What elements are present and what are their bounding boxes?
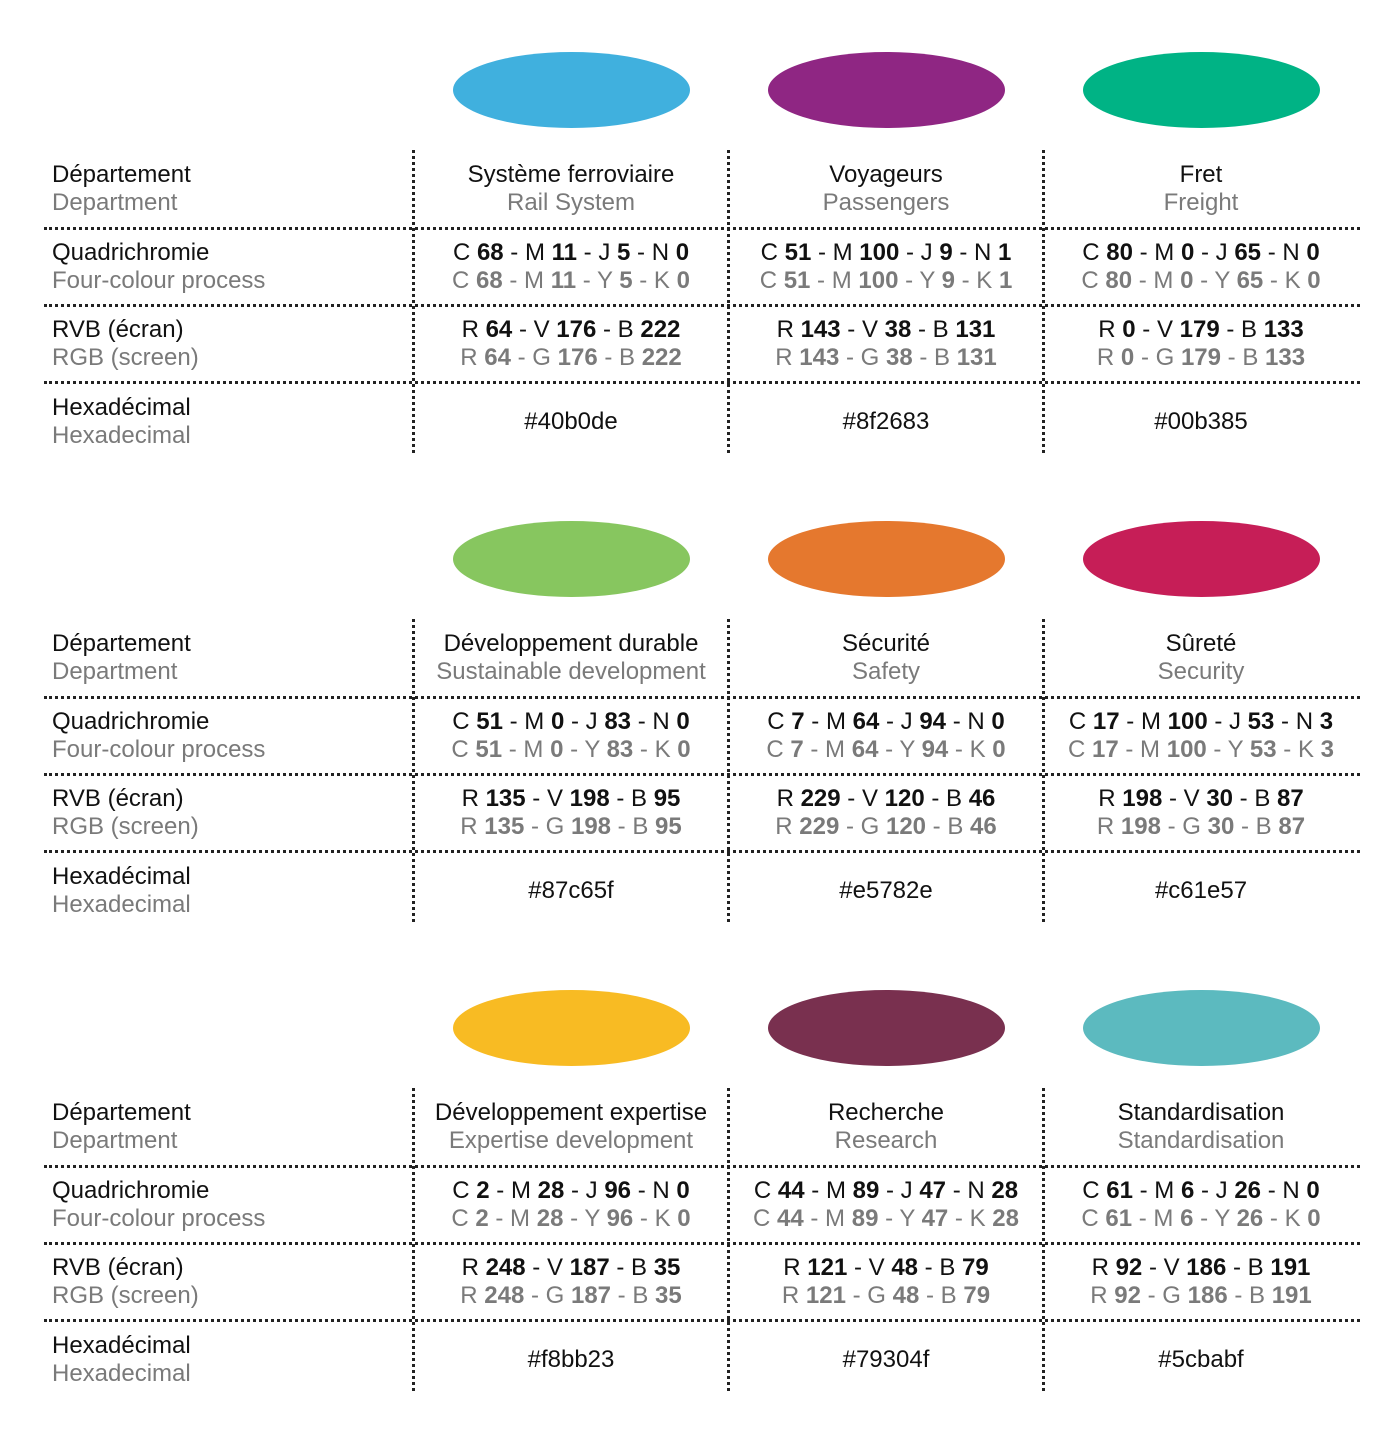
department-name-fr: Standardisation	[1117, 1099, 1285, 1126]
rgb-r-value: 229	[800, 785, 841, 812]
rgb-g-value: 120	[885, 813, 927, 840]
column-divider	[412, 619, 415, 922]
rgb-label	[52, 1254, 402, 1310]
color-swatch	[1083, 52, 1320, 128]
cmyk-label-en: Four-colour process	[52, 267, 266, 294]
color-swatch	[453, 990, 690, 1066]
cmyk-values-en: C 2 - M 28 - Y 96 - K 0	[451, 1205, 691, 1232]
cmyk-k-value: 0	[676, 1177, 690, 1204]
cmyk-values-en: C 7 - M 64 - Y 94 - K 0	[766, 736, 1006, 763]
rgb-values-en: R 248 - G 187 - B 35	[460, 1282, 682, 1309]
cmyk-m-value: 0	[550, 708, 565, 735]
cmyk-c-value: 68	[476, 267, 503, 294]
cmyk-m-value: 100	[1167, 708, 1208, 735]
cmyk-values-en: C 17 - M 100 - Y 53 - K 3	[1068, 736, 1334, 763]
cmyk-values-fr: C 68 - M 11 - J 5 - N 0	[452, 239, 690, 266]
column-divider	[1042, 150, 1045, 453]
department-label-en: Department	[52, 189, 178, 216]
rgb-b-value: 87	[1278, 813, 1306, 840]
rgb-r-value: 92	[1115, 1254, 1143, 1281]
column-divider	[727, 1088, 730, 1391]
color-swatch	[1083, 521, 1320, 597]
cmyk-y-value: 94	[921, 736, 949, 763]
cmyk-values-en: C 61 - M 6 - Y 26 - K 0	[1081, 1205, 1321, 1232]
department-label-en: Department	[52, 1127, 178, 1154]
rgb-b-value: 46	[968, 785, 996, 812]
column-divider	[727, 150, 730, 453]
rgb-values-fr: R 121 - V 48 - B 79	[783, 1254, 989, 1281]
rgb-g-value: 176	[557, 344, 598, 371]
row-divider	[44, 227, 1360, 230]
cmyk-y-value: 83	[604, 708, 632, 735]
row-divider	[44, 381, 1360, 384]
rgb-b-value: 87	[1277, 785, 1304, 812]
cmyk-k-value: 1	[998, 267, 1013, 294]
cmyk-y-value: 53	[1249, 736, 1277, 763]
hex-value: #e5782e	[839, 877, 933, 904]
cmyk-label-en: Four-colour process	[52, 1205, 266, 1232]
rgb-values-fr: R 229 - V 120 - B 46	[776, 785, 996, 812]
cmyk-y-value: 96	[606, 1205, 634, 1232]
department-name-en: Expertise development	[448, 1127, 694, 1154]
rgb-b-value: 95	[653, 785, 681, 812]
rgb-g-value: 48	[891, 1254, 919, 1281]
cmyk-values-en: C 44 - M 89 - Y 47 - K 28	[753, 1205, 1019, 1232]
rgb-cell	[1046, 316, 1356, 372]
cmyk-m-value: 89	[851, 1205, 879, 1232]
hex-value: #8f2683	[842, 408, 930, 435]
cmyk-y-value: 65	[1234, 239, 1262, 266]
cmyk-m-value: 100	[859, 239, 900, 266]
rgb-g-value: 120	[884, 785, 925, 812]
rgb-b-value: 191	[1270, 1254, 1311, 1281]
cmyk-y-value: 94	[919, 708, 947, 735]
hex-value: #40b0de	[524, 408, 618, 435]
rgb-cell	[731, 785, 1041, 841]
color-swatch	[453, 521, 690, 597]
cmyk-k-value: 0	[677, 736, 691, 763]
rgb-r-value: 248	[484, 1282, 525, 1309]
rgb-g-value: 179	[1179, 316, 1220, 343]
department-name-cell	[1046, 1099, 1356, 1155]
cmyk-k-value: 28	[992, 1205, 1019, 1232]
cmyk-c-value: 80	[1106, 239, 1133, 266]
cmyk-c-value: 2	[475, 1205, 489, 1232]
rgb-g-value: 38	[885, 344, 913, 371]
cmyk-values-fr: C 51 - M 100 - J 9 - N 1	[760, 239, 1012, 266]
department-name-fr: Sûreté	[1165, 630, 1237, 657]
cmyk-values-en: C 51 - M 100 - Y 9 - K 1	[759, 267, 1013, 294]
cmyk-c-value: 2	[476, 1177, 490, 1204]
rgb-r-value: 0	[1120, 344, 1135, 371]
cmyk-values-fr: C 80 - M 0 - J 65 - N 0	[1082, 239, 1320, 266]
department-name-cell	[416, 161, 726, 217]
rgb-b-value: 133	[1265, 344, 1306, 371]
hex-label-fr: Hexadécimal	[52, 1332, 191, 1359]
cmyk-values-en: C 68 - M 11 - Y 5 - K 0	[452, 267, 690, 294]
department-name-fr: Système ferroviaire	[467, 161, 675, 188]
rgb-r-value: 198	[1122, 785, 1163, 812]
rgb-cell	[416, 785, 726, 841]
column-divider	[1042, 1088, 1045, 1391]
hex-label	[52, 1332, 402, 1388]
cmyk-c-value: 17	[1092, 708, 1120, 735]
rgb-label-fr: RVB (écran)	[52, 1254, 184, 1281]
cmyk-y-value: 26	[1234, 1177, 1262, 1204]
cmyk-c-value: 44	[777, 1205, 804, 1232]
rgb-cell	[1046, 1254, 1356, 1310]
rgb-r-value: 229	[799, 813, 840, 840]
department-name-cell	[731, 630, 1041, 686]
cmyk-k-value: 1	[998, 239, 1012, 266]
hex-label-en: Hexadecimal	[52, 1360, 191, 1387]
cmyk-y-value: 5	[619, 267, 633, 294]
rgb-r-value: 121	[807, 1254, 848, 1281]
department-name-fr: Voyageurs	[829, 161, 943, 188]
cmyk-values-fr: C 7 - M 64 - J 94 - N 0	[767, 708, 1005, 735]
cmyk-y-value: 9	[941, 267, 955, 294]
palette-block	[0, 0, 1400, 449]
cmyk-m-value: 64	[851, 736, 879, 763]
cmyk-cell	[416, 708, 726, 764]
rgb-g-value: 30	[1207, 813, 1235, 840]
color-swatch	[768, 990, 1005, 1066]
rgb-r-value: 92	[1114, 1282, 1141, 1309]
cmyk-c-value: 61	[1105, 1205, 1133, 1232]
row-divider	[44, 1242, 1360, 1245]
cmyk-y-value: 5	[617, 239, 631, 266]
cmyk-y-value: 9	[939, 239, 953, 266]
cmyk-m-value: 89	[852, 1177, 880, 1204]
cmyk-label-fr: Quadrichromie	[52, 239, 210, 266]
cmyk-c-value: 51	[784, 239, 812, 266]
cmyk-y-value: 47	[919, 1177, 947, 1204]
department-name-cell	[416, 630, 726, 686]
cmyk-k-value: 0	[676, 708, 690, 735]
cmyk-c-value: 7	[791, 708, 805, 735]
palette-block	[0, 469, 1400, 918]
rgb-values-fr: R 198 - V 30 - B 87	[1098, 785, 1304, 812]
hex-label-en: Hexadecimal	[52, 891, 191, 918]
cmyk-cell	[731, 1177, 1041, 1233]
cmyk-m-value: 11	[550, 267, 577, 294]
cmyk-k-value: 0	[1307, 1205, 1321, 1232]
rgb-g-value: 198	[569, 785, 610, 812]
cmyk-m-value: 0	[550, 736, 564, 763]
cmyk-c-value: 51	[476, 708, 503, 735]
department-name-fr: Développement expertise	[434, 1099, 708, 1126]
cmyk-k-value: 3	[1320, 736, 1334, 763]
cmyk-m-value: 0	[1180, 239, 1195, 266]
rgb-r-value: 135	[484, 813, 525, 840]
hex-value: #79304f	[842, 1346, 930, 1373]
rgb-b-value: 131	[956, 344, 997, 371]
hex-label-fr: Hexadécimal	[52, 863, 191, 890]
cmyk-c-value: 51	[783, 267, 811, 294]
cmyk-m-value: 6	[1180, 1205, 1194, 1232]
department-name-en: Research	[834, 1127, 938, 1154]
rgb-values-fr: R 248 - V 187 - B 35	[461, 1254, 681, 1281]
hex-label-fr: Hexadécimal	[52, 394, 191, 421]
rgb-r-value: 121	[805, 1282, 846, 1309]
cmyk-c-value: 61	[1106, 1177, 1133, 1204]
cmyk-c-value: 44	[777, 1177, 805, 1204]
cmyk-m-value: 28	[536, 1205, 564, 1232]
column-divider	[1042, 619, 1045, 922]
department-label-fr: Département	[52, 630, 191, 657]
rgb-r-value: 143	[799, 344, 840, 371]
cmyk-k-value: 0	[1306, 239, 1320, 266]
rgb-label-en: RGB (screen)	[52, 813, 199, 840]
rgb-label-fr: RVB (écran)	[52, 785, 184, 812]
rgb-b-value: 191	[1271, 1282, 1312, 1309]
cmyk-label-fr: Quadrichromie	[52, 1177, 210, 1204]
rgb-r-value: 0	[1122, 316, 1136, 343]
rgb-values-fr: R 135 - V 198 - B 95	[461, 785, 681, 812]
department-label-fr: Département	[52, 161, 191, 188]
rgb-label-fr: RVB (écran)	[52, 316, 184, 343]
cmyk-values-fr: C 2 - M 28 - J 96 - N 0	[452, 1177, 690, 1204]
cmyk-k-value: 3	[1319, 708, 1334, 735]
cmyk-label	[52, 239, 402, 295]
cmyk-k-value: 0	[676, 267, 690, 294]
cmyk-c-value: 80	[1105, 267, 1133, 294]
rgb-label-en: RGB (screen)	[52, 344, 199, 371]
cmyk-y-value: 53	[1247, 708, 1275, 735]
department-name-fr: Sécurité	[841, 630, 931, 657]
hex-value: #c61e57	[1154, 877, 1248, 904]
cmyk-cell	[416, 1177, 726, 1233]
rgb-values-en: R 0 - G 179 - B 133	[1096, 344, 1306, 371]
cmyk-c-value: 51	[475, 736, 503, 763]
cmyk-m-value: 6	[1180, 1177, 1195, 1204]
rgb-cell	[731, 316, 1041, 372]
cmyk-m-value: 28	[537, 1177, 565, 1204]
rgb-b-value: 131	[955, 316, 996, 343]
rgb-cell	[416, 316, 726, 372]
column-divider	[412, 1088, 415, 1391]
rgb-b-value: 46	[970, 813, 997, 840]
rgb-r-value: 143	[800, 316, 841, 343]
department-label-en: Department	[52, 658, 178, 685]
rgb-b-value: 133	[1263, 316, 1304, 343]
cmyk-cell	[1046, 239, 1356, 295]
row-divider	[44, 696, 1360, 699]
cmyk-label	[52, 1177, 402, 1233]
row-divider	[44, 304, 1360, 307]
rgb-g-value: 38	[884, 316, 912, 343]
rgb-b-value: 35	[655, 1282, 682, 1309]
cmyk-values-en: C 51 - M 0 - Y 83 - K 0	[451, 736, 691, 763]
rgb-g-value: 48	[892, 1282, 920, 1309]
department-name-cell	[416, 1099, 726, 1155]
cmyk-label-en: Four-colour process	[52, 736, 266, 763]
rgb-b-value: 79	[963, 1282, 991, 1309]
rgb-cell	[416, 1254, 726, 1310]
cmyk-values-fr: C 17 - M 100 - J 53 - N 3	[1068, 708, 1334, 735]
rgb-values-en: R 229 - G 120 - B 46	[775, 813, 997, 840]
rgb-g-value: 179	[1180, 344, 1221, 371]
rgb-r-value: 198	[1120, 813, 1161, 840]
rgb-g-value: 187	[570, 1282, 612, 1309]
rgb-label	[52, 785, 402, 841]
column-divider	[412, 150, 415, 453]
hex-value: #87c65f	[528, 877, 614, 904]
rgb-cell	[731, 1254, 1041, 1310]
cmyk-k-value: 28	[991, 1177, 1019, 1204]
rgb-values-en: R 198 - G 30 - B 87	[1096, 813, 1306, 840]
department-name-en: Security	[1157, 658, 1245, 685]
color-swatch	[768, 52, 1005, 128]
row-divider	[44, 1319, 1360, 1322]
cmyk-values-en: C 80 - M 0 - Y 65 - K 0	[1081, 267, 1321, 294]
cmyk-c-value: 68	[476, 239, 504, 266]
department-name-fr: Développement durable	[443, 630, 699, 657]
cmyk-label-fr: Quadrichromie	[52, 708, 210, 735]
cmyk-k-value: 0	[992, 736, 1006, 763]
hex-value: #5cbabf	[1158, 1346, 1244, 1373]
rgb-values-en: R 143 - G 38 - B 131	[775, 344, 997, 371]
cmyk-cell	[1046, 1177, 1356, 1233]
rgb-values-fr: R 0 - V 179 - B 133	[1098, 316, 1304, 343]
rgb-r-value: 64	[484, 344, 511, 371]
cmyk-c-value: 7	[790, 736, 804, 763]
department-name-en: Rail System	[506, 189, 636, 216]
row-divider	[44, 1165, 1360, 1168]
rgb-g-value: 186	[1187, 1282, 1228, 1309]
row-divider	[44, 773, 1360, 776]
rgb-g-value: 186	[1186, 1254, 1227, 1281]
department-name-fr: Recherche	[827, 1099, 945, 1126]
cmyk-y-value: 65	[1236, 267, 1264, 294]
rgb-label	[52, 316, 402, 372]
rgb-g-value: 198	[570, 813, 612, 840]
rgb-b-value: 222	[640, 316, 681, 343]
rgb-g-value: 187	[569, 1254, 610, 1281]
rgb-r-value: 64	[485, 316, 513, 343]
cmyk-m-value: 100	[858, 267, 899, 294]
cmyk-k-value: 0	[1307, 267, 1321, 294]
cmyk-values-fr: C 44 - M 89 - J 47 - N 28	[753, 1177, 1019, 1204]
department-name-cell	[731, 161, 1041, 217]
department-name-en: Freight	[1163, 189, 1239, 216]
color-swatch	[453, 52, 690, 128]
department-name-en: Passengers	[822, 189, 950, 216]
rgb-values-en: R 92 - G 186 - B 191	[1090, 1282, 1312, 1309]
cmyk-cell	[1046, 708, 1356, 764]
rgb-r-value: 135	[485, 785, 526, 812]
cmyk-values-fr: C 51 - M 0 - J 83 - N 0	[452, 708, 690, 735]
cmyk-m-value: 64	[852, 708, 880, 735]
rgb-b-value: 95	[655, 813, 682, 840]
cmyk-cell	[416, 239, 726, 295]
rgb-cell	[1046, 785, 1356, 841]
cmyk-y-value: 26	[1236, 1205, 1264, 1232]
cmyk-m-value: 100	[1166, 736, 1207, 763]
rgb-values-fr: R 64 - V 176 - B 222	[461, 316, 681, 343]
rgb-values-en: R 64 - G 176 - B 222	[460, 344, 682, 371]
rgb-g-value: 176	[556, 316, 597, 343]
rgb-b-value: 222	[641, 344, 682, 371]
hex-label	[52, 863, 402, 919]
cmyk-cell	[731, 239, 1041, 295]
department-name-cell	[731, 1099, 1041, 1155]
department-label-fr: Département	[52, 1099, 191, 1126]
rgb-b-value: 79	[962, 1254, 989, 1281]
cmyk-k-value: 0	[1306, 1177, 1320, 1204]
cmyk-k-value: 0	[991, 708, 1005, 735]
cmyk-m-value: 11	[551, 239, 578, 266]
rgb-values-en: R 121 - G 48 - B 79	[781, 1282, 991, 1309]
column-divider	[727, 619, 730, 922]
hex-label	[52, 394, 402, 450]
rgb-r-value: 248	[485, 1254, 526, 1281]
department-label	[52, 161, 402, 217]
cmyk-label	[52, 708, 402, 764]
department-name-fr: Fret	[1179, 161, 1223, 188]
cmyk-y-value: 96	[604, 1177, 632, 1204]
color-swatch	[768, 521, 1005, 597]
rgb-values-fr: R 92 - V 186 - B 191	[1091, 1254, 1311, 1281]
color-swatch	[1083, 990, 1320, 1066]
hex-value: #00b385	[1154, 408, 1248, 435]
cmyk-y-value: 83	[606, 736, 634, 763]
department-name-en: Standardisation	[1117, 1127, 1285, 1154]
cmyk-c-value: 17	[1092, 736, 1119, 763]
department-label	[52, 1099, 402, 1155]
department-name-en: Sustainable development	[436, 658, 706, 685]
department-name-cell	[1046, 161, 1356, 217]
department-name-en: Safety	[851, 658, 921, 685]
cmyk-k-value: 0	[675, 239, 690, 266]
department-label	[52, 630, 402, 686]
cmyk-m-value: 0	[1180, 267, 1194, 294]
cmyk-k-value: 0	[677, 1205, 691, 1232]
row-divider	[44, 850, 1360, 853]
hex-label-en: Hexadecimal	[52, 422, 191, 449]
rgb-values-en: R 135 - G 198 - B 95	[460, 813, 682, 840]
rgb-values-fr: R 143 - V 38 - B 131	[776, 316, 996, 343]
hex-value: #f8bb23	[527, 1346, 615, 1373]
department-name-cell	[1046, 630, 1356, 686]
cmyk-values-fr: C 61 - M 6 - J 26 - N 0	[1082, 1177, 1320, 1204]
cmyk-cell	[731, 708, 1041, 764]
rgb-label-en: RGB (screen)	[52, 1282, 199, 1309]
rgb-g-value: 30	[1206, 785, 1234, 812]
rgb-b-value: 35	[653, 1254, 681, 1281]
cmyk-y-value: 47	[921, 1205, 949, 1232]
palette-block	[0, 938, 1400, 1387]
